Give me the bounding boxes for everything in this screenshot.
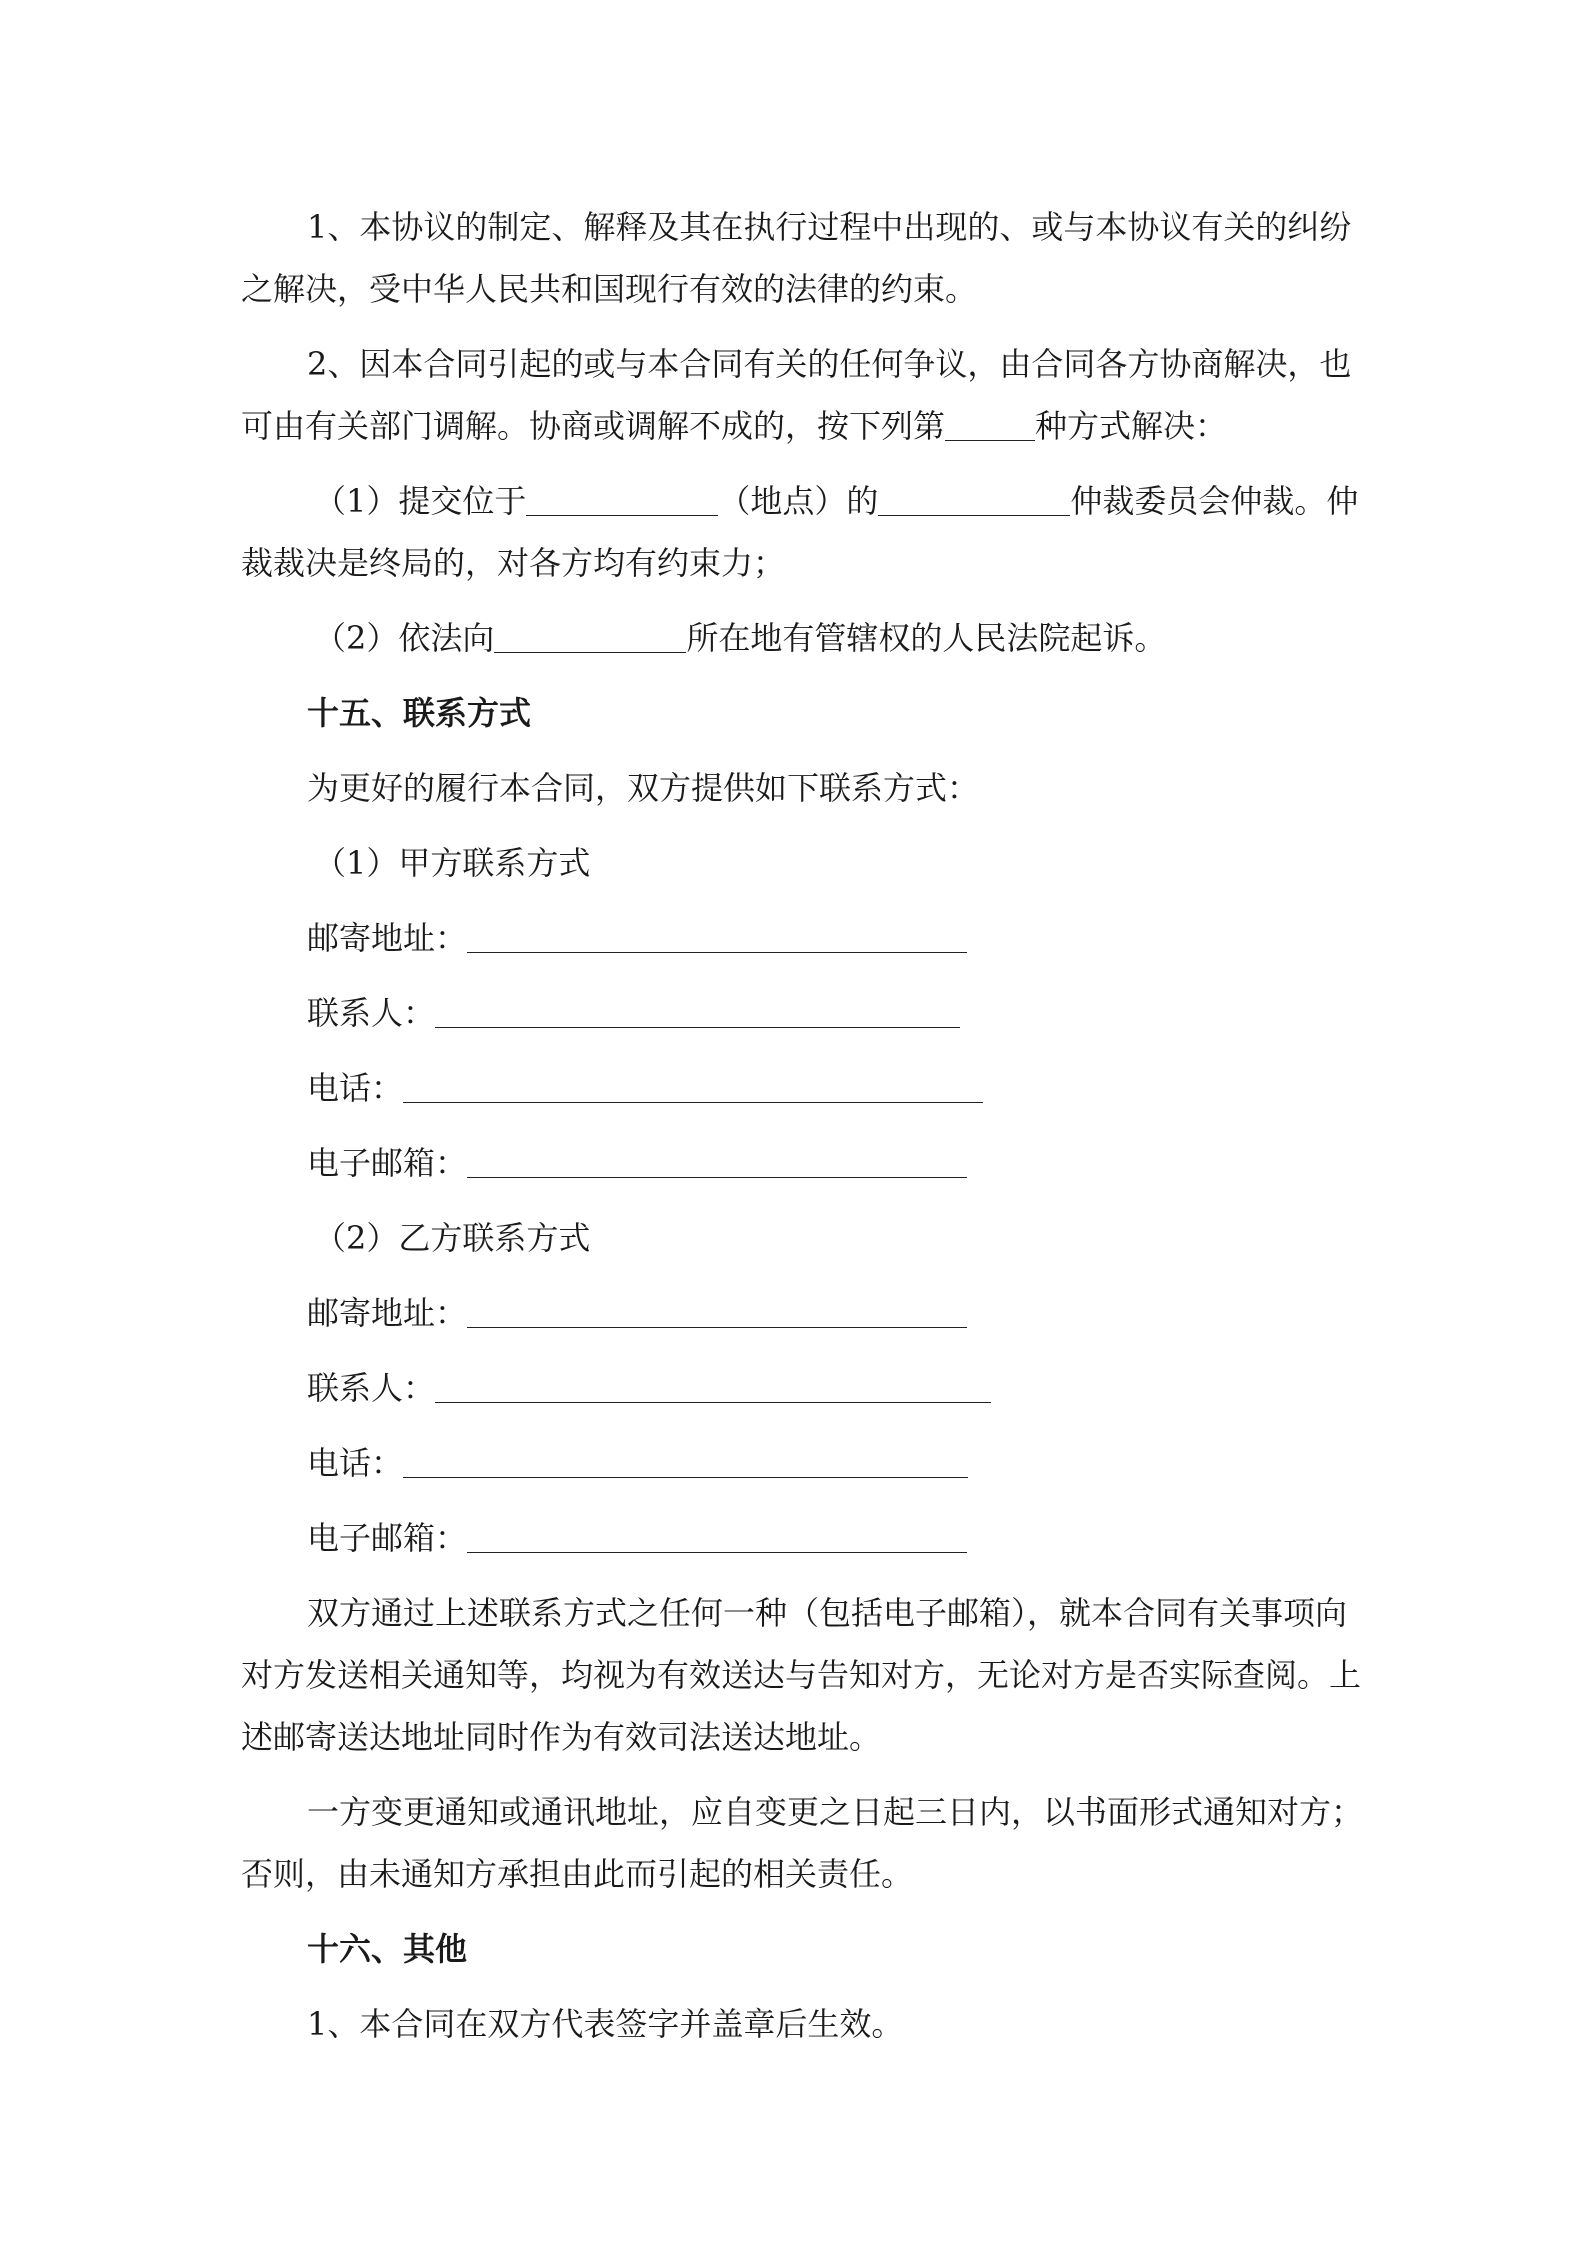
court-text-pre: （2）依法向 xyxy=(314,619,495,657)
party-a-email-label: 电子邮箱： xyxy=(307,1144,468,1182)
section-16-item-1: 1、本合同在双方代表签字并盖章后生效。 xyxy=(307,2005,904,2043)
section-16-heading: 十六、其他 xyxy=(307,1930,468,1968)
arbitration-text-pre: （1）提交位于 xyxy=(314,482,527,520)
party-b-contact-row xyxy=(307,1368,991,1408)
party-a-phone-label: 电话： xyxy=(307,1069,404,1107)
party-b-address-label: 邮寄地址： xyxy=(307,1294,468,1332)
arbitration-text-post: 仲裁委员会仲裁。仲 xyxy=(1070,482,1359,520)
party-b-email-label: 电子邮箱： xyxy=(307,1519,468,1557)
paragraph-dispute-line-2 xyxy=(241,406,1227,446)
change-paragraph-line-1: 一方变更通知或通讯地址，应自变更之日起三日内，以书面形式通知对方； xyxy=(307,1793,1364,1831)
paragraph-dispute-line-1: 2、因本合同引起的或与本合同有关的任何争议，由合同各方协商解决，也 xyxy=(307,345,1352,383)
arbitration-commission-blank[interactable] xyxy=(878,485,1070,516)
option-court-line xyxy=(314,618,1166,658)
paragraph-law-line-2: 之解决，受中华人民共和国现行有效的法律的约束。 xyxy=(241,270,978,308)
notice-paragraph-line-1: 双方通过上述联系方式之任何一种（包括电子邮箱），就本合同有关事项向 xyxy=(307,1594,1348,1632)
party-a-address-field[interactable] xyxy=(467,922,967,953)
section-15-heading: 十五、联系方式 xyxy=(307,694,532,732)
option-arbitration-line-1 xyxy=(314,481,1358,521)
option-arbitration-line-2: 裁裁决是终局的，对各方均有约束力； xyxy=(241,544,786,582)
notice-paragraph-line-2: 对方发送相关通知等，均视为有效送达与告知对方，无论对方是否实际查阅。上 xyxy=(241,1656,1362,1694)
court-location-blank[interactable] xyxy=(494,622,686,653)
party-b-contact-field[interactable] xyxy=(435,1372,991,1403)
dispute-text-pre: 可由有关部门调解。协商或调解不成的，按下列第 xyxy=(241,407,946,445)
arbitration-location-blank[interactable] xyxy=(526,485,718,516)
party-a-contact-label: 联系人： xyxy=(307,994,436,1032)
party-b-email-row xyxy=(307,1518,967,1558)
party-a-address-label: 邮寄地址： xyxy=(307,919,468,957)
change-paragraph-line-2: 否则，由未通知方承担由此而引起的相关责任。 xyxy=(241,1855,914,1893)
party-a-contact-field[interactable] xyxy=(435,997,960,1028)
section-15-intro: 为更好的履行本合同，双方提供如下联系方式： xyxy=(307,769,980,807)
notice-paragraph-line-3: 述邮寄送达地址同时作为有效司法送达地址。 xyxy=(241,1718,882,1756)
party-a-address-row xyxy=(307,918,967,958)
party-a-phone-row xyxy=(307,1068,983,1108)
party-b-phone-label: 电话： xyxy=(307,1444,404,1482)
court-text-post: 所在地有管辖权的人民法院起诉。 xyxy=(686,619,1167,657)
party-b-contact-label: 联系人： xyxy=(307,1369,436,1407)
arbitration-text-mid: （地点）的 xyxy=(718,482,879,520)
party-b-phone-row xyxy=(307,1443,968,1483)
party-a-email-field[interactable] xyxy=(467,1147,967,1178)
method-choice-blank[interactable] xyxy=(945,410,1035,441)
party-a-heading: （1）甲方联系方式 xyxy=(314,844,591,882)
party-b-address-row xyxy=(307,1293,967,1333)
paragraph-law-line-1: 1、本协议的制定、解释及其在执行过程中出现的、或与本协议有关的纠纷 xyxy=(307,208,1352,246)
party-b-email-field[interactable] xyxy=(467,1522,967,1553)
dispute-text-post: 种方式解决： xyxy=(1035,407,1228,445)
party-b-phone-field[interactable] xyxy=(403,1447,968,1478)
party-b-heading: （2）乙方联系方式 xyxy=(314,1219,591,1257)
party-a-phone-field[interactable] xyxy=(403,1072,983,1103)
party-a-email-row xyxy=(307,1143,967,1183)
party-a-contact-row xyxy=(307,993,960,1033)
party-b-address-field[interactable] xyxy=(467,1297,967,1328)
